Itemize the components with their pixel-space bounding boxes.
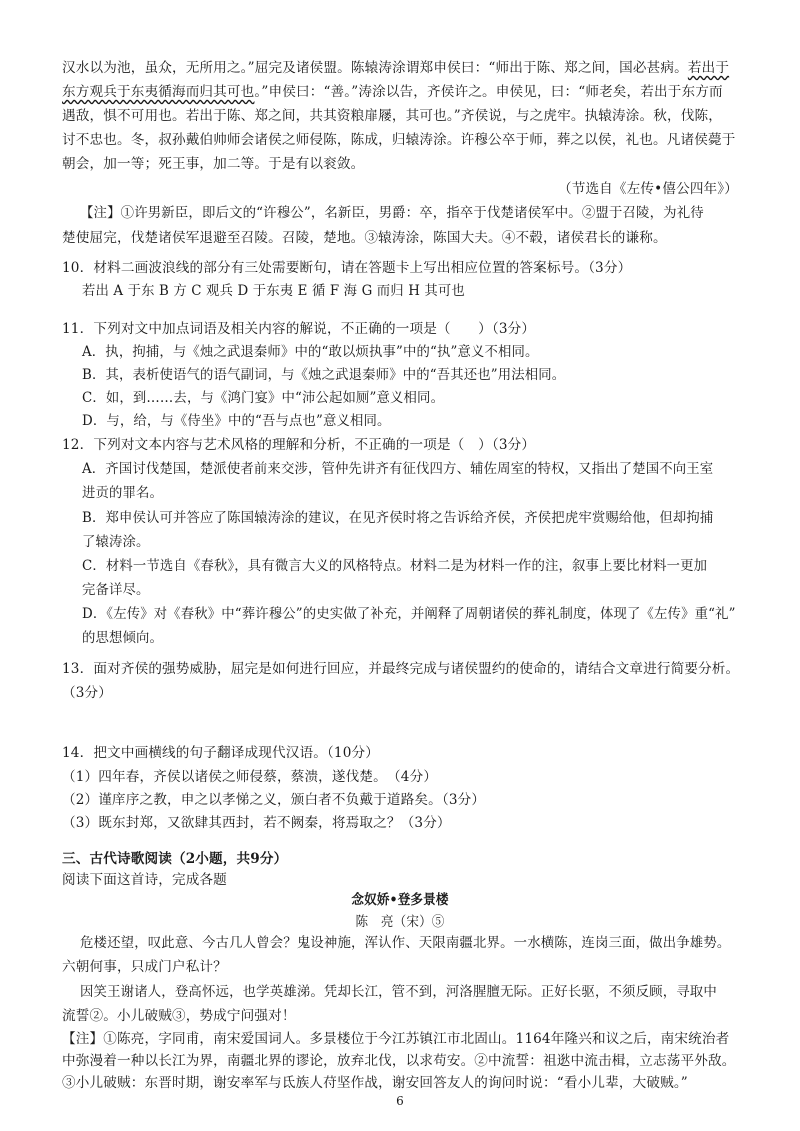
question-13-stem: 13．面对齐侯的强势威胁，屈完是如何进行回应，并最终完成与诸侯盟约的使命的，请结合文章进行简要分析。 (62, 661, 740, 677)
wavy-underlined-text: 东方观兵于东夷循海而归其可也 (62, 84, 255, 100)
question-10-stem: 10．材料二画波浪线的部分有三处需要断句，请在答题卡上写出相应位置的答案标号。（3分） (62, 260, 632, 276)
page-number: 6 (396, 1094, 404, 1108)
wavy-underlined-text: 若出于 (687, 60, 730, 76)
passage-line-5: 朝会，加一等；死王事，加二等。于是有以衮敛。 (62, 156, 365, 172)
question-12-option-b-cont: 了辕涛涂。 (82, 534, 150, 550)
passage-line-3: 遇敌，惧不可用也。若出于陈、郑之间，共其资粮扉屦，其可也。”齐侯说，与之虎牢。执辕涛涂。秋，伐陈， (62, 108, 722, 124)
poem-line-3: 因笑王谢诸人，登高怀远，也学英雄涕。凭却长江，管不到，河洛腥膻无际。正好长驱，不须反顾，寻取中 (80, 984, 717, 1000)
passage-line-2 (62, 83, 752, 101)
passage-text: 汉水以为池，虽众，无所用之。”屈完及诸侯盟。陈辕涛涂谓郑申侯曰：“师出于陈、郑之间，国必甚病。 (62, 60, 688, 76)
question-14-sentence-3: （3）既东封郑，又欲肆其西封，若不阙秦，将焉取之？（3分） (62, 815, 451, 831)
question-14-sentence-2: （2）谨庠序之教，申之以孝悌之义，颁白者不负戴于道路矣。（3分） (62, 792, 486, 808)
passage-note-line-2: 楚使屈完，伐楚诸侯军退避至召陵。召陵，楚地。③辕涛涂，陈国大夫。④不毂，诸侯君长的谦称。 (62, 230, 667, 246)
poem-note-line-3: ③小儿破贼：东晋时期，谢安率军与氐族人苻坚作战，谢安回答友人的询问时说：“看小儿辈，大破贼。” (62, 1075, 688, 1091)
question-12-option-a-cont: 进贡的罪名。 (82, 485, 164, 501)
poem-line-1: 危楼还望，叹此意、今古几人曾会？鬼设神施，浑认作、天限南疆北界。一水横陈，连岗三面，做出争雄势。 (80, 935, 731, 951)
question-13-points: （3分） (62, 685, 113, 701)
question-11-option-a: A．执，拘捕，与《烛之武退秦师》中的“敢以烦执事”中的“执”意义不相同。 (82, 344, 539, 360)
passage-note-line-1: 【注】①许男新臣，即后文的“许穆公”，名新臣，男爵：卒，指卒于伐楚诸侯军中。②盟于召陵，为礼待 (80, 205, 704, 221)
question-12-option-d: D．《左传》对《春秋》中“葬许穆公”的史实做了补充，并阐释了周朝诸侯的葬礼制度，体现了《左传》重“礼” (82, 606, 736, 622)
poem-note-line-1: 【注】①陈亮，字同甫，南宋爱国词人。多景楼位于今江苏镇江市北固山。1164年隆兴和议之后，南宋统治者 (62, 1031, 730, 1047)
poem-title: 念奴娇•登多景楼 (351, 892, 449, 908)
poem-note-line-2: 中弥漫着一种以长江为界，南疆北界的谬论，放弃北伐，以求苟安。②中流誓：祖逖中流击楫，立志荡平外敌。 (62, 1053, 736, 1069)
poem-line-2: 六朝何事，只成门户私计？ (62, 959, 227, 975)
question-14-sentence-1: （1）四年春，齐侯以诸侯之师侵蔡，蔡溃，遂伐楚。 （4分） (62, 769, 438, 785)
question-12-option-c: C．材料一节选自《春秋》，具有微言大义的风格特点。材料二是为材料一作的注，叙事上要比材料一更加 (82, 558, 708, 574)
passage-source: （节选自《左传•僖公四年》） (557, 181, 738, 197)
question-11-option-b: B．其，表析使语气的语气副词，与《烛之武退秦师》中的“吾其还也”用法相同。 (82, 367, 566, 383)
passage-text: 。”申侯曰：“善。”涛涂以告，齐侯许之。申侯见，曰：“师老矣，若出于东方而 (254, 84, 723, 100)
question-12-option-b: B．郑申侯认可并答应了陈国辕涛涂的建议，在见齐侯时将之告诉给齐侯，齐侯把虎牢赏赐给他，但却拘捕 (82, 510, 714, 526)
poem-line-4: 流誓②。小儿破贼③，势成宁问强对！ (62, 1008, 296, 1024)
question-12-option-c-cont: 完备详尽。 (82, 582, 150, 598)
poem-author: 陈 亮（宋）⑤ (355, 914, 445, 930)
passage-line-4: 讨不忠也。冬，叔孙戴伯帅师会诸侯之师侵陈，陈成，归辕涛涂。许穆公卒于师，葬之以侯，礼也。凡诸侯薨于 (62, 132, 736, 148)
question-12-option-a: A．齐国讨伐楚国，楚派使者前来交涉，管仲先讲齐有征伐四方、辅佐周室的特权，又指出了楚国不向王室 (82, 461, 714, 477)
section-3-instruction: 阅读下面这首诗，完成各题 (62, 872, 227, 888)
question-12-stem: 12．下列对文本内容与艺术风格的理解和分析，不正确的一项是（ ）（3分） (62, 437, 536, 453)
question-11-option-d: D．与，给，与《侍坐》中的“吾与点也”意义相同。 (82, 413, 391, 429)
question-14-stem: 14．把文中画横线的句子翻译成现代汉语。（10分） (62, 745, 380, 761)
section-3-heading: 三、古代诗歌阅读（2小题，共9分） (62, 851, 288, 867)
question-10-text: 若出 A 于东 B 方 C 观兵 D 于东夷 E 循 F 海 G 而归 H 其可也 (82, 283, 465, 299)
passage-line-1 (62, 59, 752, 77)
question-12-option-d-cont: 的思想倾向。 (82, 630, 164, 646)
question-11-option-c: C．如，到……去，与《鸿门宴》中“沛公起如厕”意义相同。 (82, 390, 445, 406)
question-11-stem: 11．下列对文中加点词语及相关内容的解说，不正确的一项是（ ）（3分） (62, 321, 536, 337)
